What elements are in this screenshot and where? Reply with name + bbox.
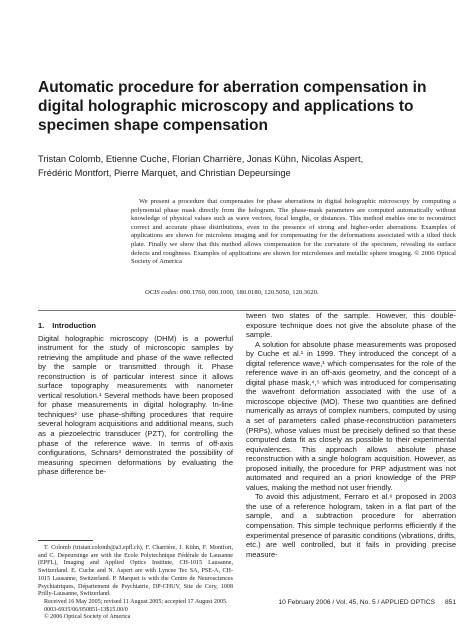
left-column [38,321,233,477]
journal-citation: 10 February 2006 / Vol. 45, No. 5 / APPLIED OPTICS [278,599,435,606]
footnote-affiliations: T. Colomb (tristan.colomb@a3.epfl.ch), F. Charrière, J. Kühn, F. Montfort, and C. Depeursinge are with the Ecole Polytechnique Fédérale de Lausanne (EPFL), Imaging and Applied Optics Institute, CH-1015 Lausanne, Switzerland. E. Cuche and N. Aspert are with Lyncee Tec SA, PSE-A, CH-1015 Lausanne, Switzerland. P. Marquet is with the Centre de Neurosciences Psychiatriques, Département de Psychiatrie, DP-CHUV, Site de Cery, 1008 Prilly-Lausanne, Switzerland. [38,545,233,598]
body-paragraph: To avoid this adjustment, Ferraro et al.⁶ proposed in 2003 the use of a reference hologram, taken in a flat part of the sample, and a subtraction procedure for aberration compensation. This simple technique performs efficiently if the experimental presence of parasitic conditions (vibrations, drifts, etc.) are well controlled, but it fails in providing precise measure- [246,492,456,559]
footnote [38,545,233,622]
ocis-values: 090.1760, 090.1000, 180.0180, 120.5050, 120.3620. [180,289,319,296]
body-paragraph: A solution for absolute phase measurements was proposed by Cuche et al.¹ in 1999. They introduced the concept of a digital reference wave,¹ which compensates for the role of the reference wave in an off-axis geometry, and the concept of a digital phase mask,⁴,⁵ which was introduced for compensating the wavefront deformation associated with the use of a microscope objective (MO). These two quantities are defined numerically as arrays of complex numbers, computed by using a set of parameters called phase-reconstruction parameters (PRPs), whose values must be precisely defined so that these computed data fit as closely as possible to their experimental equivalences. This approach allows absolute phase reconstruction with a single hologram acquisition. However, as proposed initially, the procedure for PRP adjustment was not automated and required an a priori knowledge of the PRP values, making the method not user friendly. [246,339,456,492]
author-line: Tristan Colomb, Etienne Cuche, Florian Charrière, Jonas Kühn, Nicolas Aspert, [38,154,364,164]
ocis-label: OCIS codes: [145,289,179,296]
footnote-code: 0003-6935/06/050851-13$15.00/0 [44,606,128,613]
footnote-copyright: © 2006 Optical Society of America [44,614,131,621]
author-line: Frédéric Montfort, Pierre Marquet, and Christian Depeursinge [38,167,291,178]
paper-title: Automatic procedure for aberration compensation in digital holographic microscopy and applications to specimen shape compensation [38,79,427,134]
abstract-text: We present a procedure that compensates for phase aberrations in digital holographic microscopy by computing a polynomial phase mask directly from the hologram. The phase-mask parameters are computed automatically without knowledge of physical values such as wave vectors, focal lengths, or distances. This method enables one to reconstruct correct and accurate phase distributions, even in the presence of strong and higher-order aberrations. Examples of applications are shown for microlens imaging and for compensating for the deformations associated with a tilted thick plate. Finally we show that this method allows compensation for the curvature of the specimen, revealing its surface defects and roughness. Examples of applications are shown for microlenses and metallic sphere imaging. © 2006 Optical Society of America [131,198,456,266]
section-number: 1. [38,321,45,330]
footnote-divider [38,540,93,541]
page-number: 851 [444,599,456,606]
section-title: Introduction [52,321,97,330]
body-paragraph: tween two states of the sample. However, this double-exposure technique does not give the absolute phase of the sample. [246,311,456,340]
author-list [38,153,458,180]
right-column [246,311,456,559]
ocis-codes [145,289,455,298]
footnote-received: Received 16 May 2005; revised 11 August 2005; accepted 17 August 2005. [44,598,228,605]
abstract [131,198,456,267]
running-footer [246,599,456,606]
section-heading [38,321,233,331]
body-paragraph: Digital holographic microscopy (DHM) is a powerful instrument for the study of microscopic samples by retrieving the amplitude and phase of the wave reflected by the sample or transmitted through it. Phase reconstruction is of particular interest since it allows surface topography measurements with nanometer vertical resolution.¹ Several methods have been proposed for phase measurements in digital holography. In-line techniques² use phase-shifting procedures that require several hologram acquisitions and additional means, such as a piezoelectric transducer (PZT), for controlling the phase of the reference wave. In terms of off-axis configurations, Schnars³ demonstrated the possibility of measuring specimen deformations by evaluating the phase difference be- [38,333,233,477]
